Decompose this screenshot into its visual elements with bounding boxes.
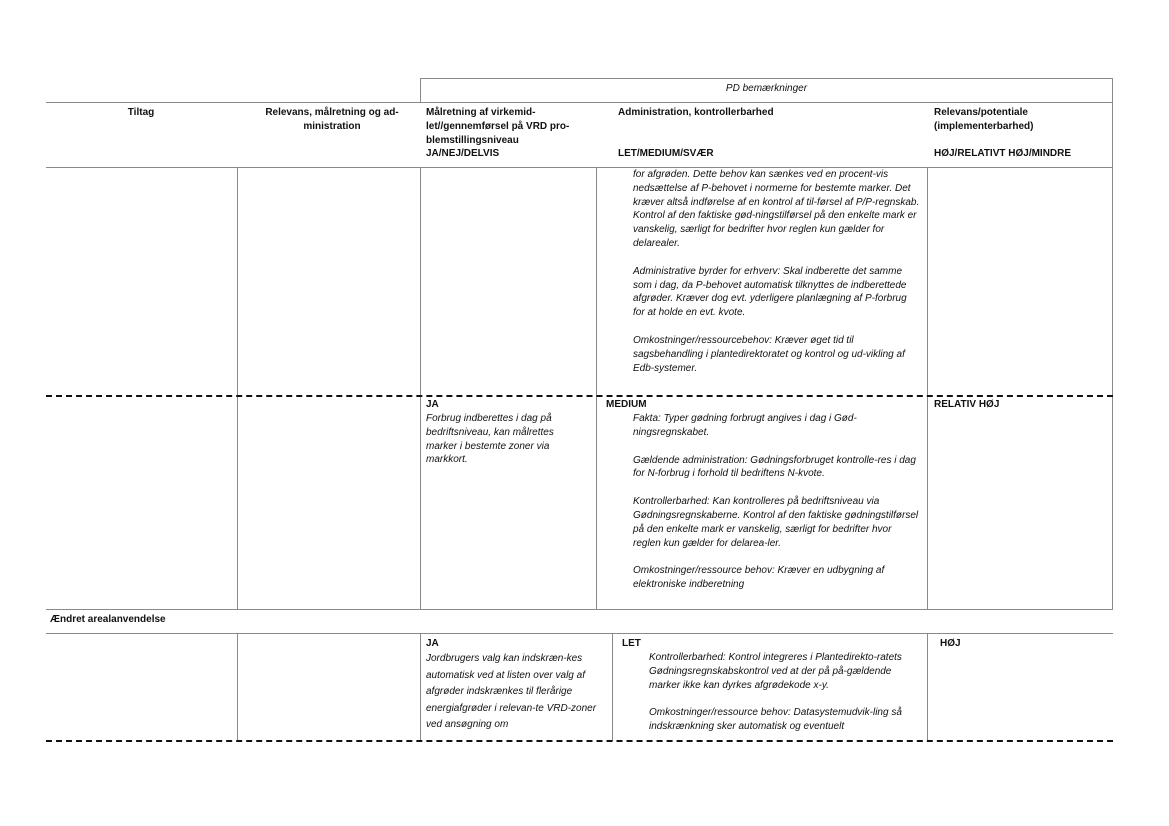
row2-admin-p1: Fakta: Typer gødning forbrugt angives i dag i Gød-ningsregnskabet. — [633, 413, 857, 438]
col-line-4-row3 — [927, 633, 928, 741]
col-header-admin: Administration, kontrollerbarhed — [618, 107, 774, 118]
row1-admin-p3: Omkostninger/ressourcebehov: Kræver øget tid til sagsbehandling i plantedirektoratet og kontrol og ud-vikling af Edb-systemer. — [633, 334, 905, 374]
row3-admin-value: LET — [622, 638, 641, 649]
row3-admin-text — [649, 651, 923, 734]
table-header-bottom — [46, 167, 1113, 168]
row3-potentiale-value: HØJ — [940, 638, 961, 649]
table-right-border — [1112, 78, 1113, 609]
row3-malretning-value: JA — [426, 638, 439, 649]
col-line-1-row3 — [237, 633, 238, 741]
row2-admin-p4: Omkostninger/ressource behov: Kræver en udbygning af elektroniske indberetning — [633, 565, 885, 591]
row3-malretning-text: Jordbrugers valg kan indskræn-kes automatisk ved at listen over valg af afgrøder indskrænkes til flerårige energiafgrøder i relevan-te VRD-zoner ved ansøgning om — [426, 653, 597, 730]
col-header-admin-scale: LET/MEDIUM/SVÆR — [618, 148, 714, 159]
row1-admin-p2: Administrative byrder for erhverv: Skal indberette det samme som i dag, da P-behovet automatisk tilknyttes de indberettede afgrøder. Kræver dog evt. yderligere planlægning af P-forbrug for at holde en evt. kvote. — [633, 265, 907, 319]
row2-admin-text — [633, 412, 920, 592]
col-line-4 — [927, 167, 928, 609]
row2-bottom — [46, 609, 1113, 610]
row1-admin-p1: for afgrøden. Dette behov kan sænkes ved en procent-vis nedsættelse af P-behovet i normerne for bestemte marker. Det kræver altså indførelse af en kontrol af til-førsel af P/P-regnskab. Kontrol af den faktiske gød-ningstilførsel på den enkelte mark er vanskelig, særligt for bedrifter hvor reglen kun gælder for delarealer. — [633, 169, 920, 249]
section-title: Ændret arealanvendelse — [50, 614, 166, 625]
col-header-malretning: Målretning af virkemid-let//gennemførsel på VRD pro-blemstillingsniveau — [426, 107, 570, 146]
col-header-malretning-scale: JA/NEJ/DELVIS — [426, 148, 500, 159]
table-top-border-pd — [420, 78, 1113, 79]
row2-malretning-text: Forbrug indberettes i dag på bedriftsniveau, kan målrettes marker i bestemte zoner via markkort. — [426, 413, 554, 466]
col-line-2 — [420, 167, 421, 609]
col-header-tiltag: Tiltag — [127, 107, 155, 118]
row-separator-dashed — [46, 395, 1113, 397]
row2-potentiale-value: RELATIV HØJ — [934, 399, 1000, 410]
row1-admin-text — [633, 168, 920, 375]
row2-admin-value: MEDIUM — [606, 399, 647, 410]
col-line-3 — [596, 167, 597, 609]
col-header-potentiale: Relevans/potentiale (implementerbarhed) — [934, 107, 1034, 132]
col-line-1 — [237, 167, 238, 609]
col-header-potentiale-scale: HØJ/RELATIVT HØJ/MINDRE — [934, 148, 1072, 159]
row2-admin-p3: Kontrollerbarhed: Kan kontrolleres på bedriftsniveau via Gødningsregnskaberne. Kontrol af den faktiske gødningstilførsel på den enkelte mark er vanskelig, særligt for bedrifter hvor reglen kun gælder for delarea-ler. — [633, 496, 919, 549]
col-line-3-row3 — [612, 633, 613, 741]
table-header-divider — [46, 102, 1113, 103]
row2-admin-p2: Gældende administration: Gødningsforbruget kontrolle-res i dag for N-forbrug i forhold til bedriftens N-kvote. — [633, 454, 916, 480]
pd-title: PD bemærkninger — [725, 83, 808, 94]
col-line-2-row3 — [420, 633, 421, 741]
row2-malretning-value: JA — [426, 399, 439, 410]
row3-admin-p1: Kontrollerbarhed: Kontrol integreres i Plantedirekto-ratets Gødningsregnskabskontrol ved at der på på-gældende marker ikke kan dyrkes afgrødekode x-y. — [649, 652, 902, 691]
row3-admin-p2: Omkostninger/ressource behov: Datasystemudvik-ling så indskrænkning sker automatisk og eventuelt — [649, 707, 902, 733]
col-header-relevans: Relevans, målretning og ad-ministration — [265, 107, 399, 132]
table-bottom-dashed — [46, 740, 1113, 742]
section-bottom — [46, 633, 1113, 634]
